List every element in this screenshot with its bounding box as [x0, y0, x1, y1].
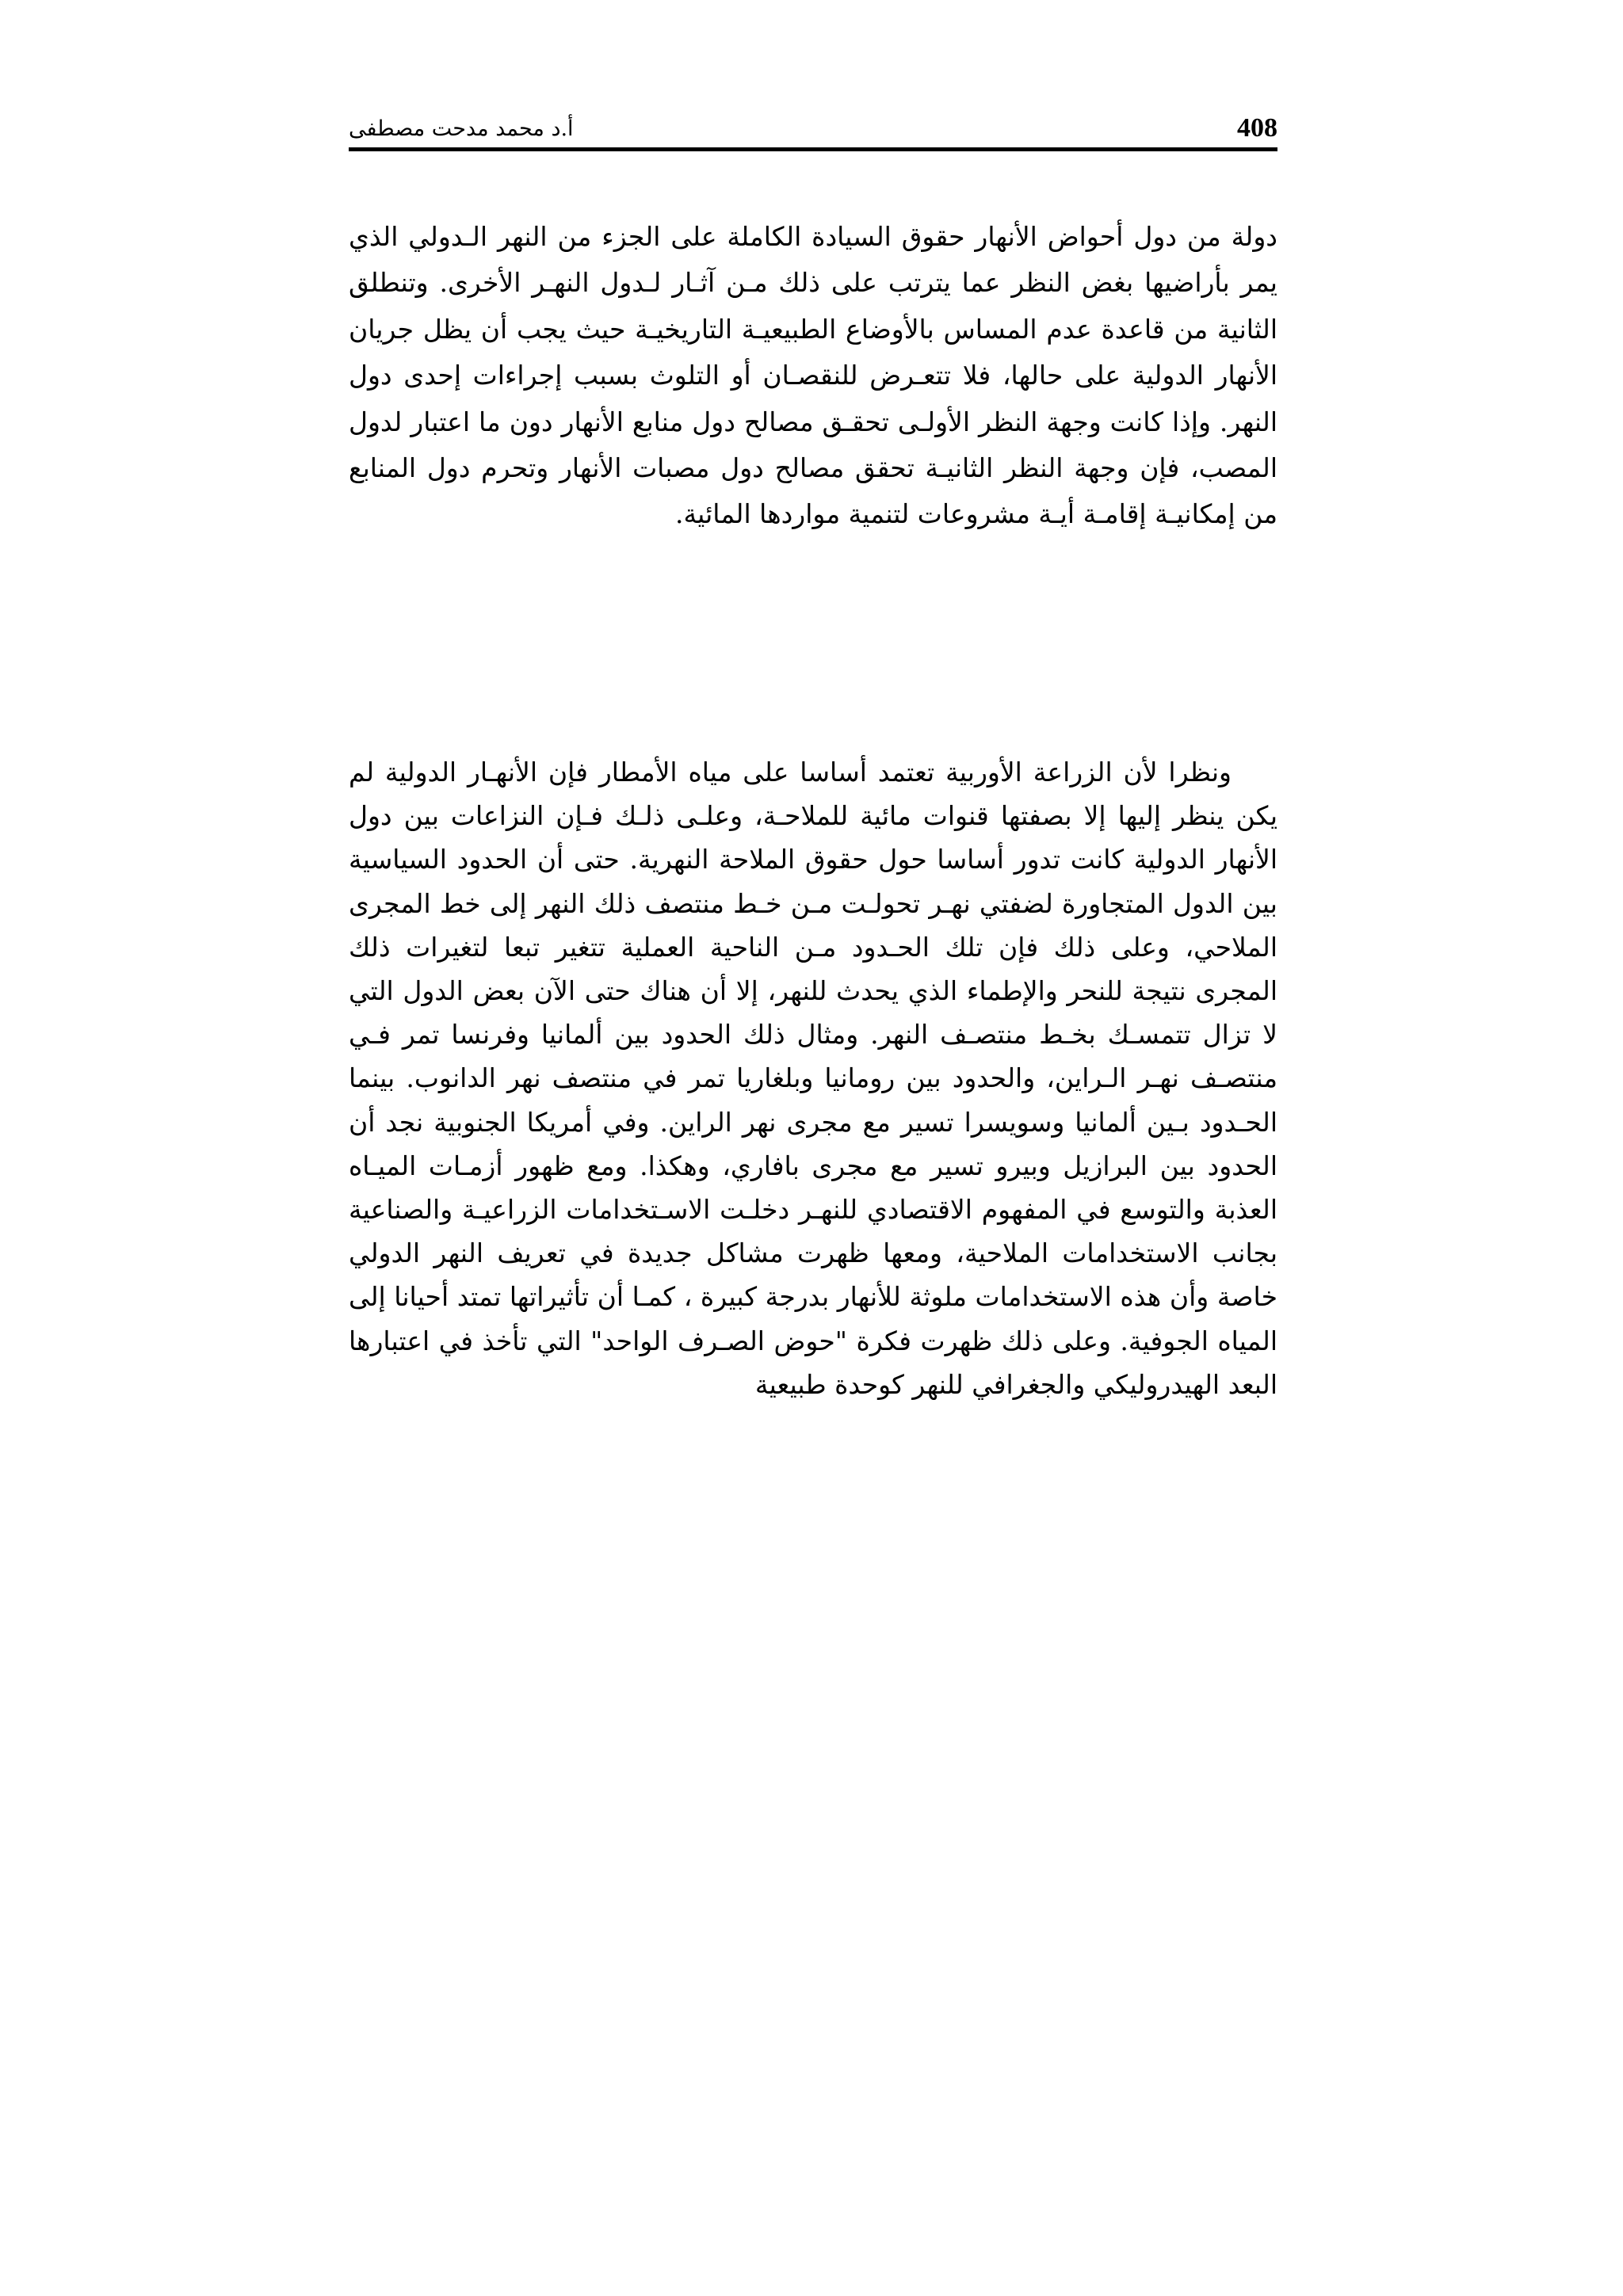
page-number: 408 [1237, 113, 1277, 143]
header-divider [349, 147, 1277, 151]
paragraph-text: دولة من دول أحواض الأنهار حقوق السيادة الكاملة على الجزء من النهر الـدولي الذي يمر بأراضيها بغض النظر عما يترتب على ذلك مـن آثـار لـدول النهـر الأخرى. وتنطلق الثانية من قاعدة عدم المساس بالأوضاع الطبيعيـة التاريخيـة حيث يجب أن يظل جريان الأنهار الدولية على حالها، فلا تتعـرض للنقصـان أو التلوث بسبب إجراءات إحدى دول النهر. وإذا كانت وجهة النظر الأولـى تحقـق مصالح دول منابع الأنهار دون ما اعتبار لدول المصب، فإن وجهة النظر الثانيـة تحقق مصالح دول مصبات الأنهار وتحرم دول المنابع من إمكانيـة إقامـة أيـة مشروعات لتنمية مواردها المائية. [349, 221, 1277, 530]
paragraph-text: ونظرا لأن الزراعة الأوربية تعتمد أساسا على مياه الأمطار فإن الأنهـار الدولية لم يكن ينظر إليها إلا بصفتها قنوات مائية للملاحـة، وعلـى ذلـك فـإن النزاعات بين دول الأنهار الدولية كانت تدور أساسا حول حقوق الملاحة النهرية. حتى أن الحدود السياسية بين الدول المتجاورة لضفتي نهـر تحولـت مـن خـط منتصف ذلك النهر إلى خط المجرى الملاحي، وعلى ذلك فإن تلك الحـدود مـن الناحية العملية تتغير تبعا لتغيرات ذلك المجرى نتيجة للنحر والإطماء الذي يحدث للنهر، إلا أن هناك حتى الآن بعض الدول التي لا تزال تتمسـك بخـط منتصـف النهر. ومثال ذلك الحدود بين ألمانيا وفرنسا تمر فـي منتصـف نهـر الـراين، والحدود بين رومانيا وبلغاريا تمر في منتصف نهر الدانوب. بينما الحـدود بـين ألمانيا وسويسرا تسير مع مجرى نهر الراين. وفي أمريكا الجنوبية نجد أن الحدود بين البرازيل وبيرو تسير مع مجرى بافاري، وهكذا. ومع ظهور أزمـات الميـاه العذبة والتوسع في المفهوم الاقتصادي للنهـر دخلـت الاسـتخدامات الزراعيـة والصناعية بجانب الاستخدامات الملاحية، ومعها ظهرت مشاكل جديدة في تعريف النهر الدولي خاصة وأن هذه الاستخدامات ملوثة للأنهار بدرجة كبيرة ، كمـا أن تأثيراتها تمتد أحيانا إلى المياه الجوفية. وعلى ذلك ظهرت فكرة "حوض الصـرف الواحد" التي تأخذ في اعتبارها البعد الهيدروليكي والجغرافي للنهر كوحدة طبيعية [349, 757, 1277, 1400]
running-header-author: أ.د محمد مدحت مصطفى [349, 116, 574, 141]
body-paragraph-1 [349, 214, 1277, 538]
page-header [349, 108, 1277, 149]
body-paragraph-2 [349, 750, 1277, 1406]
